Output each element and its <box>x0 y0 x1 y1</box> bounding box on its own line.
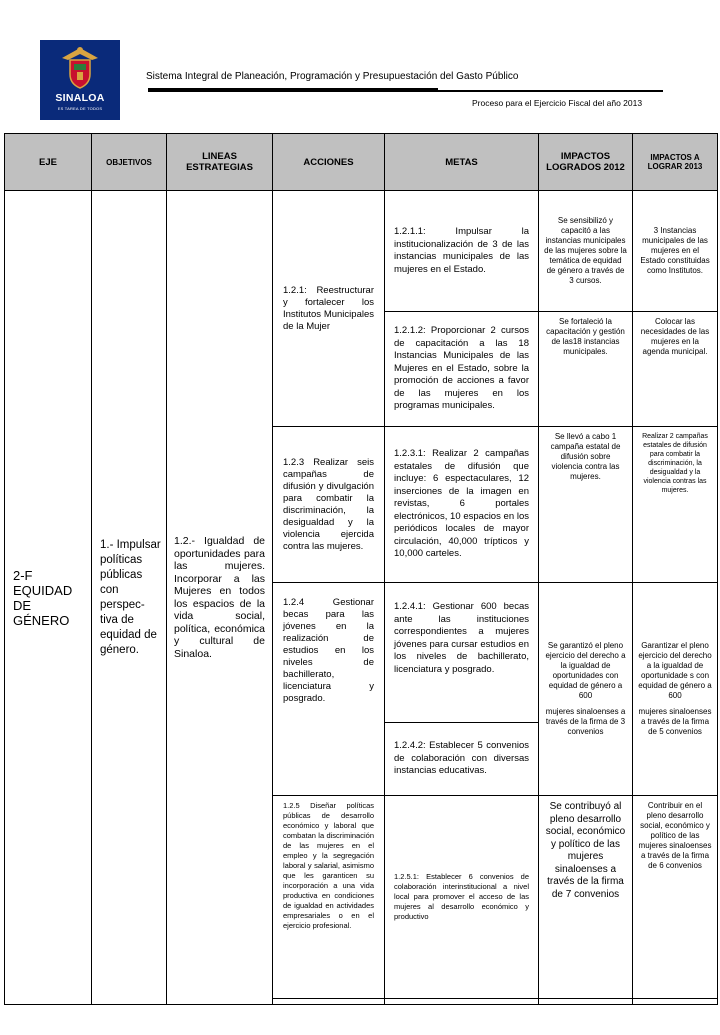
meta-cell: 1.2.5.1: Establecer 6 convenios de colaboración interinstitucional a nivel local para promover el acceso de las mujeres al desarrollo económico y productivo <box>385 796 539 999</box>
sinaloa-logo <box>40 40 120 120</box>
impacto-lograr-part: mujeres sinaloenses a través de la firma de 5 convenios <box>638 707 712 736</box>
impacto-lograr-part: Garantizar el pleno ejercicio del derecho a la igualdad de oportunidade s con equidad de género a 600 <box>638 641 712 700</box>
linea-cell: 1.2.- Igualdad de oportunidades para las mujeres. Incorporar a las Mujeres en todos los espacios de la vida social, política, económica y cultural de Sinaloa. <box>167 191 273 1005</box>
objetivo-cell: 1.- Impulsar políticas públicas con perspec- tiva de equidad de género. <box>92 191 167 1005</box>
system-title: Sistema Integral de Planeación, Programación y Presupuestación del Gasto Público <box>146 71 519 82</box>
header-impactos-logrados: IMPACTOS LOGRADOS 2012 <box>539 134 633 191</box>
impacto-lograr-cell: Colocar las necesidades de las mujeres en la agenda municipal. <box>633 312 718 427</box>
accion-cell: 1.2.4 Gestionar becas para las jóvenes en la realización de estudios en los niveles de bachillerato, licenciatura y posgrado. <box>273 583 385 796</box>
header-eje: EJE <box>5 134 92 191</box>
impacto-logrado-part: mujeres sinaloenses a través de la firma de 3 convenios <box>545 707 626 736</box>
table-row <box>5 191 718 312</box>
impacto-lograr-cell <box>633 583 718 796</box>
header-impactos-lograr: IMPACTOS A LOGRAR 2013 <box>633 134 718 191</box>
header-divider-accent <box>148 88 438 92</box>
header-lineas: LINEAS ESTRATEGIAS <box>167 134 273 191</box>
logo-wordmark: SINALOA <box>55 92 105 104</box>
meta-cell: 1.2.4.2: Establecer 5 convenios de colaboración con diversas instancias educativas. <box>385 723 539 796</box>
coat-of-arms-icon <box>40 40 120 92</box>
impacto-logrado-cell <box>539 583 633 796</box>
logo-tagline: ES TAREA DE TODOS <box>57 106 103 111</box>
eje-cell: 2-F EQUIDAD DE GÉNERO <box>5 191 92 1005</box>
planning-table <box>4 133 718 1005</box>
accion-cell: 1.2.5 Diseñar políticas públicas de desarrollo económico y laboral que combatan la discriminación de las mujeres en el empleo y la segregación laboral y salarial, asimismo que les garanticen su incorporación a una vida productiva en condiciones de igualdad en actividades empresariales o en el ejercicio profesional. <box>273 796 385 999</box>
impacto-logrado-part: Se garantizó el pleno ejercicio del derecho a la igualdad de oportunidades con equidad de género a 600 <box>545 641 626 700</box>
meta-cell: 1.2.4.1: Gestionar 600 becas ante las instituciones correspondientes a mujeres jóvenes para cursar estudios en los niveles de bachillerato, licenciatura y posgrado. <box>385 583 539 723</box>
impacto-lograr-cell: Contribuir en el pleno desarrollo social, económico y político de las mujeres sinaloenses a través de la firma de 6 convenios <box>633 796 718 999</box>
header-acciones: ACCIONES <box>273 134 385 191</box>
meta-cell: 1.2.1.1: Impulsar la institucionalización de 3 de las instancias municipales de las mujeres en el Estado. <box>385 191 539 312</box>
process-label: Proceso para el Ejercicio Fiscal del año 2013 <box>472 98 643 108</box>
impacto-lograr-cell: 3 Instancias municipales de las mujeres en el Estado constituidas como Institutos. <box>633 191 718 312</box>
impacto-logrado-cell: Se sensibilizó y capacitó a las instancias municipales de las mujeres sobre la temática de equidad de género a través de 3 cursos. <box>539 191 633 312</box>
table-header-row <box>5 134 718 191</box>
accion-cell: 1.2.1: Reestructurar y fortalecer los Institutos Municipales de la Mujer <box>273 191 385 427</box>
impacto-logrado-cell: Se contribuyó al pleno desarrollo social, económico y político de las mujeres sinaloenses a través de la firma de 7 convenios <box>539 796 633 999</box>
accion-cell: 1.2.3 Realizar seis campañas de difusión y divulgación para combatir la discriminación, la desigualdad y la violencia ejercida contra las mujeres. <box>273 427 385 583</box>
header-metas: METAS <box>385 134 539 191</box>
impacto-logrado-cell: Se fortaleció la capacitación y gestión de las18 instancias municipales. <box>539 312 633 427</box>
meta-cell: 1.2.1.2: Proporcionar 2 cursos de capacitación a las 18 Instancias Municipales de las Mujeres en el Estado, sobre la promoción de acciones a favor de las mujeres en los programas municipales. <box>385 312 539 427</box>
meta-cell: 1.2.3.1: Realizar 2 campañas estatales de difusión que incluye: 6 espectaculares, 12 inserciones de la imagen en revistas, 6 portales electrónicos, 10 espacios en los periódicos locales de mayor circulación, 40,000 trípticos y 10,000 carteles. <box>385 427 539 583</box>
impacto-logrado-cell: Se llevó a cabo 1 campaña estatal de difusión sobre violencia contra las mujeres. <box>539 427 633 583</box>
header-objetivos: OBJETIVOS <box>92 134 167 191</box>
impacto-lograr-cell: Realizar 2 campañas estatales de difusión para combatir la discriminación, la desigualdad y la violencia contras las mujeres. <box>633 427 718 583</box>
